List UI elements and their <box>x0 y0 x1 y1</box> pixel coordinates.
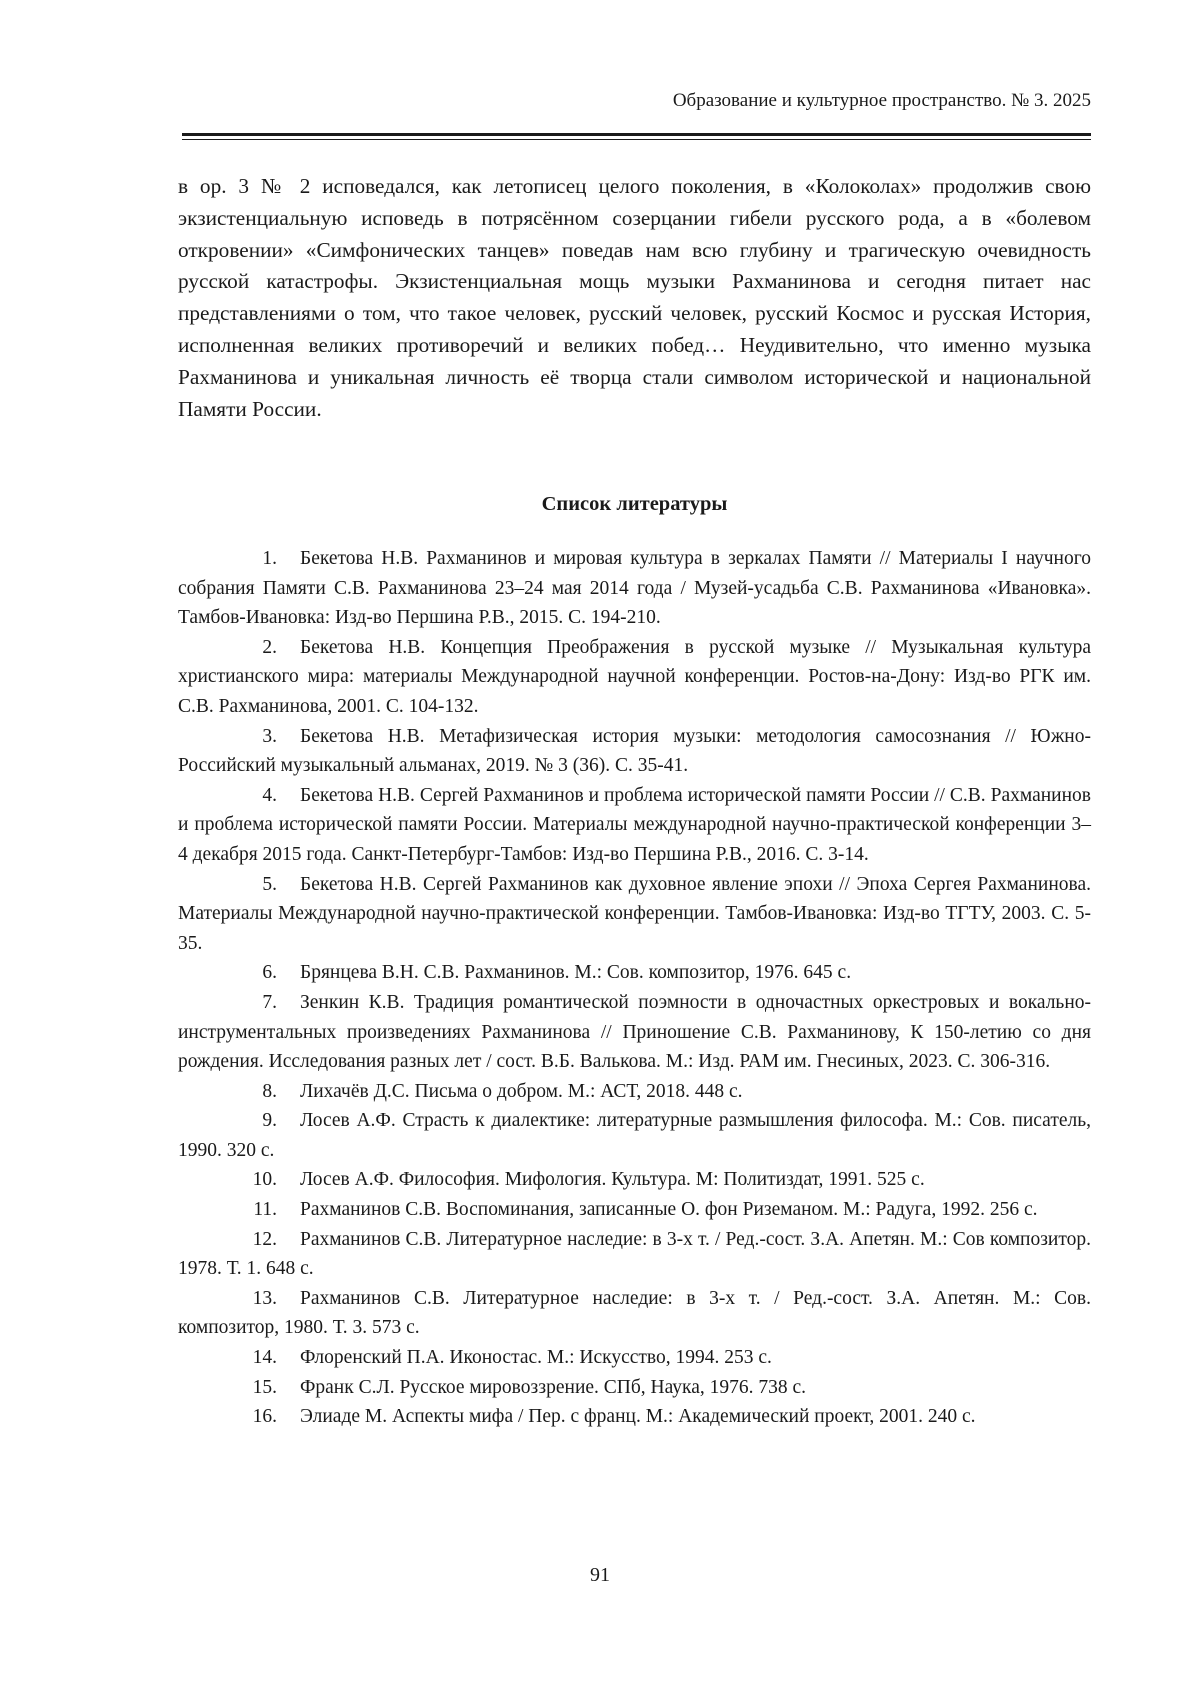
reference-text: Лосев А.Ф. Философия. Мифология. Культура. М: Политиздат, 1991. 525 с. <box>300 1169 925 1191</box>
reference-item <box>178 633 1091 722</box>
header-rule-thick <box>182 133 1091 136</box>
reference-text: Рахманинов С.В. Воспоминания, записанные О. фон Риземаном. М.: Радуга, 1992. 256 с. <box>300 1199 1038 1221</box>
reference-item <box>178 544 1091 633</box>
reference-item <box>178 1165 1091 1195</box>
reference-text: Лосев А.Ф. Страсть к диалектике: литературные размышления философа. М.: Сов. писатель, 1990. 320 с. <box>178 1110 1091 1161</box>
reference-number: 13. <box>252 1287 277 1309</box>
reference-text: Бекетова Н.В. Рахманинов и мировая культура в зеркалах Памяти // Материалы I научного собрания Памяти С.В. Рахманинова 23–24 мая 2014 года / Музей-усадьба С.В. Рахманинова «Ивановка». Тамбов-Ивановка: Изд-во Першина Р.В., 2015. С. 194-210. <box>178 548 1091 629</box>
reference-text: Франк С.Л. Русское мировоззрение. СПб, Наука, 1976. 738 с. <box>300 1376 807 1398</box>
reference-number: 4. <box>262 784 277 806</box>
running-head: Образование и культурное пространство. № 3. 2025 <box>672 90 1091 111</box>
references-list <box>178 544 1091 1432</box>
reference-number: 1. <box>262 548 277 569</box>
reference-item <box>178 1373 1091 1403</box>
reference-number: 15. <box>252 1376 277 1398</box>
reference-text: Зенкин К.В. Традиция романтической поэмности в одночастных оркестровых и вокально-инструментальных произведениях Рахманинова // Приношение С.В. Рахманинову, К 150-летию со дня рождения. Исследования разных лет / сост. В.Б. Валькова. М.: Изд. РАМ им. Гнесиных, 2023. С. 306-316. <box>178 991 1091 1073</box>
reference-text: Рахманинов С.В. Литературное наследие: в 3-х т. / Ред.-сост. З.А. Апетян. М.: Сов. композитор, 1980. Т. 3. 573 с. <box>178 1287 1091 1339</box>
reference-item <box>178 988 1091 1077</box>
reference-item <box>178 1402 1091 1432</box>
reference-number: 11. <box>253 1199 277 1221</box>
reference-number: 10. <box>252 1169 277 1191</box>
reference-number: 9. <box>262 1110 277 1132</box>
reference-number: 2. <box>262 636 277 658</box>
reference-number: 7. <box>262 991 277 1013</box>
page-number: 91 <box>590 1564 610 1586</box>
reference-item <box>178 1077 1091 1107</box>
reference-number: 6. <box>262 962 277 984</box>
reference-text: Элиаде М. Аспекты мифа / Пер. с франц. М.: Академический проект, 2001. 240 с. <box>300 1406 976 1428</box>
reference-item <box>178 722 1091 781</box>
reference-item <box>178 1225 1091 1284</box>
reference-number: 12. <box>252 1228 277 1250</box>
reference-text: Флоренский П.А. Иконостас. М.: Искусство, 1994. 253 с. <box>300 1347 772 1369</box>
reference-text: Рахманинов С.В. Литературное наследие: в 3-х т. / Ред.-сост. З.А. Апетян. М.: Сов композитор. 1978. Т. 1. 648 с. <box>178 1228 1091 1280</box>
reference-item <box>178 870 1091 959</box>
reference-item <box>178 781 1091 870</box>
reference-number: 16. <box>252 1406 277 1428</box>
reference-item <box>178 1343 1091 1373</box>
reference-item <box>178 1284 1091 1343</box>
reference-text: Лихачёв Д.С. Письма о добром. М.: АСТ, 2018. 448 с. <box>300 1080 743 1102</box>
header-rule-thin <box>182 139 1091 140</box>
reference-item <box>178 958 1091 988</box>
reference-number: 3. <box>262 725 277 747</box>
reference-text: Бекетова Н.В. Концепция Преображения в русской музыке // Музыкальная культура христианского мира: материалы Международной научной конференции. Ростов-на-Дону: Изд-во РГК им. С.В. Рахманинова, 2001. С. 104-132. <box>178 636 1091 717</box>
reference-number: 14. <box>252 1347 277 1369</box>
reference-number: 8. <box>262 1080 277 1102</box>
reference-item <box>178 1106 1091 1165</box>
reference-number: 5. <box>262 873 277 895</box>
reference-text: Бекетова Н.В. Сергей Рахманинов как духовное явление эпохи // Эпоха Сергея Рахманинова. Материалы Международной научно-практической конференции. Тамбов-Ивановка: Изд-во ТГТУ, 2003. С. 5-35. <box>178 873 1091 954</box>
reference-item <box>178 1195 1091 1225</box>
body-paragraph: в ор. 3 № 2 исповедался, как летописец целого поколения, в «Колоколах» продолжив свою экзистенциальную исповедь в потрясённом созерцании гибели русского рода, а в «болевом откровении» «Симфонических танцев» поведав нам всю глубину и трагическую очевидность русской катастрофы. Экзистенциальная мощь музыки Рахманинова и сегодня питает нас представлениями о том, что такое человек, русский человек, русский Космос и русская История, исполненная великих противоречий и великих побед… Неудивительно, что именно музыка Рахманинова и уникальная личность её творца стали символом исторической и национальной Памяти России. <box>178 174 1091 421</box>
reference-text: Брянцева В.Н. С.В. Рахманинов. М.: Сов. композитор, 1976. 645 с. <box>300 962 852 984</box>
references-title: Список литературы <box>541 493 728 515</box>
reference-text: Бекетова Н.В. Сергей Рахманинов и проблема исторической памяти России // С.В. Рахманинов и проблема исторической памяти России. Материалы международной научно-практической конференции 3–4 декабря 2015 года. Санкт-Петербург-Тамбов: Изд-во Першина Р.В., 2016. С. 3-14. <box>178 784 1091 865</box>
reference-text: Бекетова Н.В. Метафизическая история музыки: методология самосознания // Южно-Российский музыкальный альманах, 2019. № 3 (36). С. 35-41. <box>178 725 1091 777</box>
